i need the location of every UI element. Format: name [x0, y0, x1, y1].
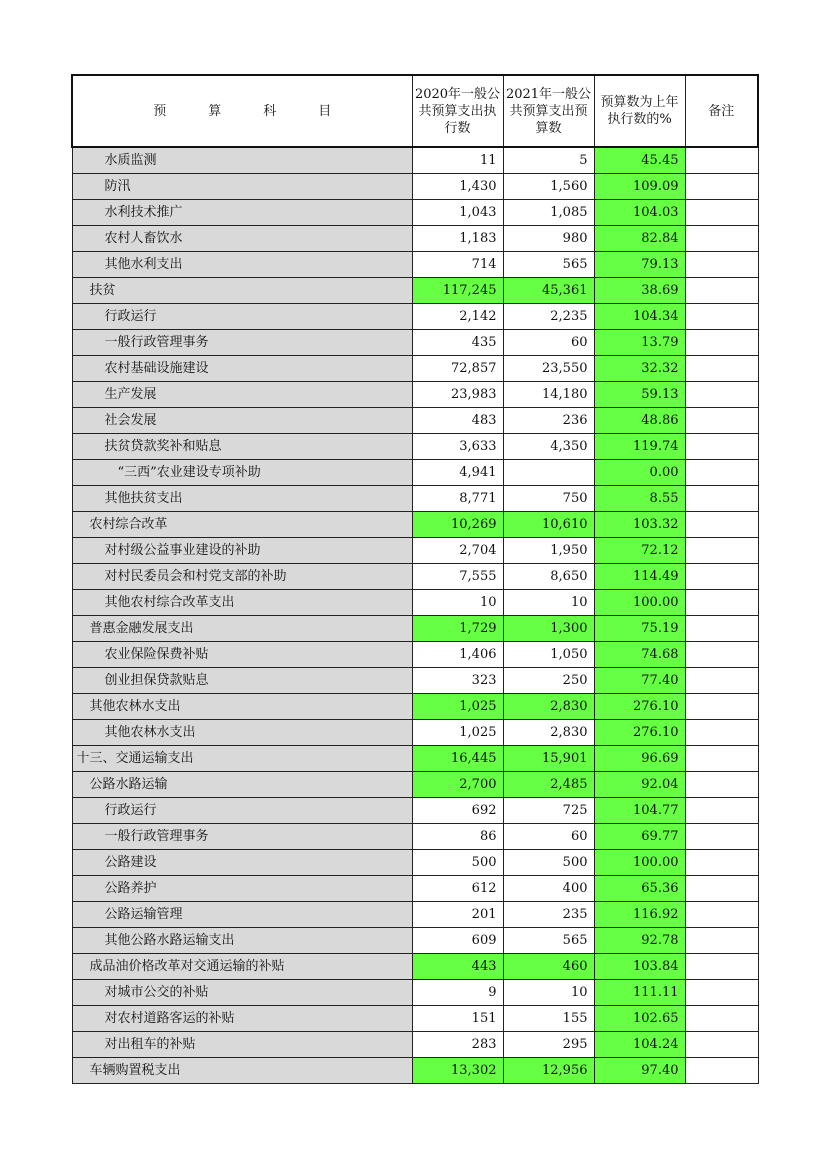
table-row	[72, 408, 758, 434]
row-2021-budget: 250	[503, 668, 594, 694]
row-name: 对村民委员会和村党支部的补助	[72, 564, 412, 590]
table-body	[72, 147, 758, 1084]
row-name: 水利技术推广	[72, 200, 412, 226]
row-2020-actual: 1,043	[412, 200, 503, 226]
row-note	[685, 616, 758, 642]
row-name: 其他扶贫支出	[72, 486, 412, 512]
row-percent: 104.24	[594, 1032, 685, 1058]
row-percent: 45.45	[594, 147, 685, 174]
row-2020-actual: 435	[412, 330, 503, 356]
row-name: 行政运行	[72, 798, 412, 824]
table-row	[72, 330, 758, 356]
row-percent: 96.69	[594, 746, 685, 772]
table-row	[72, 746, 758, 772]
row-note	[685, 538, 758, 564]
row-note	[685, 382, 758, 408]
header-note: 备注	[685, 75, 758, 147]
row-note	[685, 174, 758, 200]
table-row	[72, 980, 758, 1006]
row-2020-actual: 72,857	[412, 356, 503, 382]
row-name: 生产发展	[72, 382, 412, 408]
row-2020-actual: 1,025	[412, 720, 503, 746]
row-2021-budget: 10,610	[503, 512, 594, 538]
row-note	[685, 772, 758, 798]
row-name: 扶贫贷款奖补和贴息	[72, 434, 412, 460]
header-char: 预	[153, 103, 167, 119]
row-name: 对农村道路客运的补贴	[72, 1006, 412, 1032]
row-2021-budget: 60	[503, 824, 594, 850]
row-name: 水质监测	[72, 147, 412, 174]
row-2020-actual: 3,633	[412, 434, 503, 460]
table-row	[72, 902, 758, 928]
table-row	[72, 850, 758, 876]
row-percent: 0.00	[594, 460, 685, 486]
table-row	[72, 642, 758, 668]
row-2021-budget: 60	[503, 330, 594, 356]
table-row	[72, 434, 758, 460]
table-row	[72, 252, 758, 278]
table-row	[72, 382, 758, 408]
row-2020-actual: 201	[412, 902, 503, 928]
row-note	[685, 147, 758, 174]
row-2020-actual: 16,445	[412, 746, 503, 772]
row-note	[685, 798, 758, 824]
row-name: 对城市公交的补贴	[72, 980, 412, 1006]
row-2020-actual: 4,941	[412, 460, 503, 486]
table-row	[72, 668, 758, 694]
row-2021-budget: 12,956	[503, 1058, 594, 1084]
row-percent: 100.00	[594, 850, 685, 876]
table-row	[72, 824, 758, 850]
row-percent: 92.04	[594, 772, 685, 798]
table-row	[72, 616, 758, 642]
row-name: 成品油价格改革对交通运输的补贴	[72, 954, 412, 980]
row-percent: 75.19	[594, 616, 685, 642]
header-char: 算	[208, 103, 222, 119]
table-row	[72, 200, 758, 226]
row-note	[685, 512, 758, 538]
row-note	[685, 434, 758, 460]
table-row	[72, 928, 758, 954]
row-note	[685, 278, 758, 304]
row-name: 对出租车的补贴	[72, 1032, 412, 1058]
row-2021-budget: 15,901	[503, 746, 594, 772]
row-name: 农村基础设施建设	[72, 356, 412, 382]
row-2021-budget: 400	[503, 876, 594, 902]
table-row	[72, 538, 758, 564]
row-2021-budget: 500	[503, 850, 594, 876]
row-note	[685, 694, 758, 720]
row-name: 十三、交通运输支出	[72, 746, 412, 772]
row-2020-actual: 1,729	[412, 616, 503, 642]
row-percent: 109.09	[594, 174, 685, 200]
row-name: 其他水利支出	[72, 252, 412, 278]
row-percent: 72.12	[594, 538, 685, 564]
row-name: 一般行政管理事务	[72, 330, 412, 356]
row-2021-budget: 10	[503, 590, 594, 616]
row-note	[685, 954, 758, 980]
row-percent: 92.78	[594, 928, 685, 954]
header-char: 目	[318, 103, 332, 119]
row-2021-budget: 750	[503, 486, 594, 512]
table-row	[72, 1032, 758, 1058]
row-note	[685, 252, 758, 278]
row-2021-budget: 236	[503, 408, 594, 434]
table-row	[72, 772, 758, 798]
row-percent: 48.86	[594, 408, 685, 434]
row-note	[685, 1006, 758, 1032]
row-2021-budget: 1,950	[503, 538, 594, 564]
row-percent: 114.49	[594, 564, 685, 590]
table-row	[72, 798, 758, 824]
table-row	[72, 564, 758, 590]
row-percent: 77.40	[594, 668, 685, 694]
row-percent: 38.69	[594, 278, 685, 304]
row-2020-actual: 2,700	[412, 772, 503, 798]
row-2021-budget: 295	[503, 1032, 594, 1058]
row-2021-budget: 2,485	[503, 772, 594, 798]
row-2021-budget: 45,361	[503, 278, 594, 304]
row-note	[685, 408, 758, 434]
row-note	[685, 902, 758, 928]
row-2021-budget: 460	[503, 954, 594, 980]
row-2020-actual: 11	[412, 147, 503, 174]
row-note	[685, 304, 758, 330]
row-name: 公路建设	[72, 850, 412, 876]
row-2021-budget: 2,235	[503, 304, 594, 330]
row-2020-actual: 1,406	[412, 642, 503, 668]
row-2021-budget: 1,085	[503, 200, 594, 226]
row-2021-budget: 980	[503, 226, 594, 252]
row-2020-actual: 13,302	[412, 1058, 503, 1084]
header-2021-budget: 2021年一般公共预算支出预算数	[503, 75, 594, 147]
row-note	[685, 486, 758, 512]
row-2021-budget: 1,050	[503, 642, 594, 668]
row-note	[685, 720, 758, 746]
row-2021-budget: 14,180	[503, 382, 594, 408]
row-note	[685, 226, 758, 252]
row-name: 普惠金融发展支出	[72, 616, 412, 642]
table-row	[72, 304, 758, 330]
row-note	[685, 330, 758, 356]
header-percent: 预算数为上年执行数的%	[594, 75, 685, 147]
row-2020-actual: 2,142	[412, 304, 503, 330]
row-2021-budget: 23,550	[503, 356, 594, 382]
row-2020-actual: 9	[412, 980, 503, 1006]
row-name: 公路水路运输	[72, 772, 412, 798]
row-2021-budget: 2,830	[503, 694, 594, 720]
row-note	[685, 668, 758, 694]
row-name: 其他农村综合改革支出	[72, 590, 412, 616]
row-2020-actual: 1,025	[412, 694, 503, 720]
row-2021-budget: 2,830	[503, 720, 594, 746]
row-note	[685, 746, 758, 772]
row-percent: 119.74	[594, 434, 685, 460]
row-note	[685, 980, 758, 1006]
table-row	[72, 174, 758, 200]
row-note	[685, 642, 758, 668]
row-note	[685, 928, 758, 954]
row-percent: 13.79	[594, 330, 685, 356]
row-2020-actual: 151	[412, 1006, 503, 1032]
row-percent: 102.65	[594, 1006, 685, 1032]
table-row	[72, 460, 758, 486]
table-row	[72, 694, 758, 720]
table-row	[72, 512, 758, 538]
row-percent: 79.13	[594, 252, 685, 278]
table-row	[72, 954, 758, 980]
row-2020-actual: 1,183	[412, 226, 503, 252]
row-percent: 276.10	[594, 694, 685, 720]
row-2020-actual: 117,245	[412, 278, 503, 304]
row-2020-actual: 10,269	[412, 512, 503, 538]
table-row	[72, 876, 758, 902]
row-2021-budget: 8,650	[503, 564, 594, 590]
row-2021-budget: 10	[503, 980, 594, 1006]
row-2020-actual: 8,771	[412, 486, 503, 512]
row-2020-actual: 692	[412, 798, 503, 824]
row-percent: 276.10	[594, 720, 685, 746]
row-2020-actual: 283	[412, 1032, 503, 1058]
row-percent: 59.13	[594, 382, 685, 408]
row-percent: 116.92	[594, 902, 685, 928]
row-2020-actual: 500	[412, 850, 503, 876]
row-name: 公路运输管理	[72, 902, 412, 928]
row-2021-budget: 725	[503, 798, 594, 824]
row-2021-budget: 565	[503, 928, 594, 954]
row-percent: 104.34	[594, 304, 685, 330]
budget-table	[71, 74, 759, 1084]
row-2021-budget: 1,300	[503, 616, 594, 642]
row-percent: 8.55	[594, 486, 685, 512]
row-percent: 104.03	[594, 200, 685, 226]
row-2020-actual: 10	[412, 590, 503, 616]
header-budget-item	[72, 75, 412, 147]
row-2021-budget	[503, 460, 594, 486]
row-name: 农村综合改革	[72, 512, 412, 538]
row-name: 其他公路水路运输支出	[72, 928, 412, 954]
row-2020-actual: 443	[412, 954, 503, 980]
row-percent: 111.11	[594, 980, 685, 1006]
row-2020-actual: 714	[412, 252, 503, 278]
row-2020-actual: 2,704	[412, 538, 503, 564]
row-2020-actual: 7,555	[412, 564, 503, 590]
row-2020-actual: 609	[412, 928, 503, 954]
row-2021-budget: 235	[503, 902, 594, 928]
row-percent: 100.00	[594, 590, 685, 616]
row-name: 防汛	[72, 174, 412, 200]
row-name: 其他农林水支出	[72, 720, 412, 746]
row-percent: 103.84	[594, 954, 685, 980]
row-2020-actual: 483	[412, 408, 503, 434]
row-note	[685, 1032, 758, 1058]
row-percent: 103.32	[594, 512, 685, 538]
row-name: 车辆购置税支出	[72, 1058, 412, 1084]
row-name: 其他农林水支出	[72, 694, 412, 720]
row-name: 扶贫	[72, 278, 412, 304]
table-row	[72, 1058, 758, 1084]
row-2020-actual: 23,983	[412, 382, 503, 408]
header-char: 科	[263, 103, 277, 119]
row-note	[685, 824, 758, 850]
table-row	[72, 590, 758, 616]
row-percent: 32.32	[594, 356, 685, 382]
row-name: “三西”农业建设专项补助	[72, 460, 412, 486]
table-row	[72, 147, 758, 174]
row-note	[685, 356, 758, 382]
row-note	[685, 460, 758, 486]
header-row	[72, 75, 758, 147]
header-2020-actual: 2020年一般公共预算支出执行数	[412, 75, 503, 147]
row-name: 农业保险保费补贴	[72, 642, 412, 668]
row-2021-budget: 4,350	[503, 434, 594, 460]
row-2020-actual: 86	[412, 824, 503, 850]
table-row	[72, 1006, 758, 1032]
row-percent: 74.68	[594, 642, 685, 668]
row-percent: 69.77	[594, 824, 685, 850]
row-name: 一般行政管理事务	[72, 824, 412, 850]
row-note	[685, 590, 758, 616]
row-2021-budget: 155	[503, 1006, 594, 1032]
row-note	[685, 876, 758, 902]
table-row	[72, 226, 758, 252]
row-note	[685, 200, 758, 226]
table-row	[72, 486, 758, 512]
table-row	[72, 356, 758, 382]
table-row	[72, 720, 758, 746]
row-2020-actual: 323	[412, 668, 503, 694]
row-2020-actual: 1,430	[412, 174, 503, 200]
row-name: 农村人畜饮水	[72, 226, 412, 252]
row-2021-budget: 1,560	[503, 174, 594, 200]
row-percent: 82.84	[594, 226, 685, 252]
row-2020-actual: 612	[412, 876, 503, 902]
row-name: 对村级公益事业建设的补助	[72, 538, 412, 564]
row-name: 社会发展	[72, 408, 412, 434]
table-row	[72, 278, 758, 304]
row-note	[685, 1058, 758, 1084]
row-note	[685, 850, 758, 876]
row-percent: 104.77	[594, 798, 685, 824]
row-note	[685, 564, 758, 590]
row-percent: 97.40	[594, 1058, 685, 1084]
row-name: 行政运行	[72, 304, 412, 330]
row-name: 公路养护	[72, 876, 412, 902]
row-2021-budget: 5	[503, 147, 594, 174]
row-2021-budget: 565	[503, 252, 594, 278]
row-percent: 65.36	[594, 876, 685, 902]
row-name: 创业担保贷款贴息	[72, 668, 412, 694]
